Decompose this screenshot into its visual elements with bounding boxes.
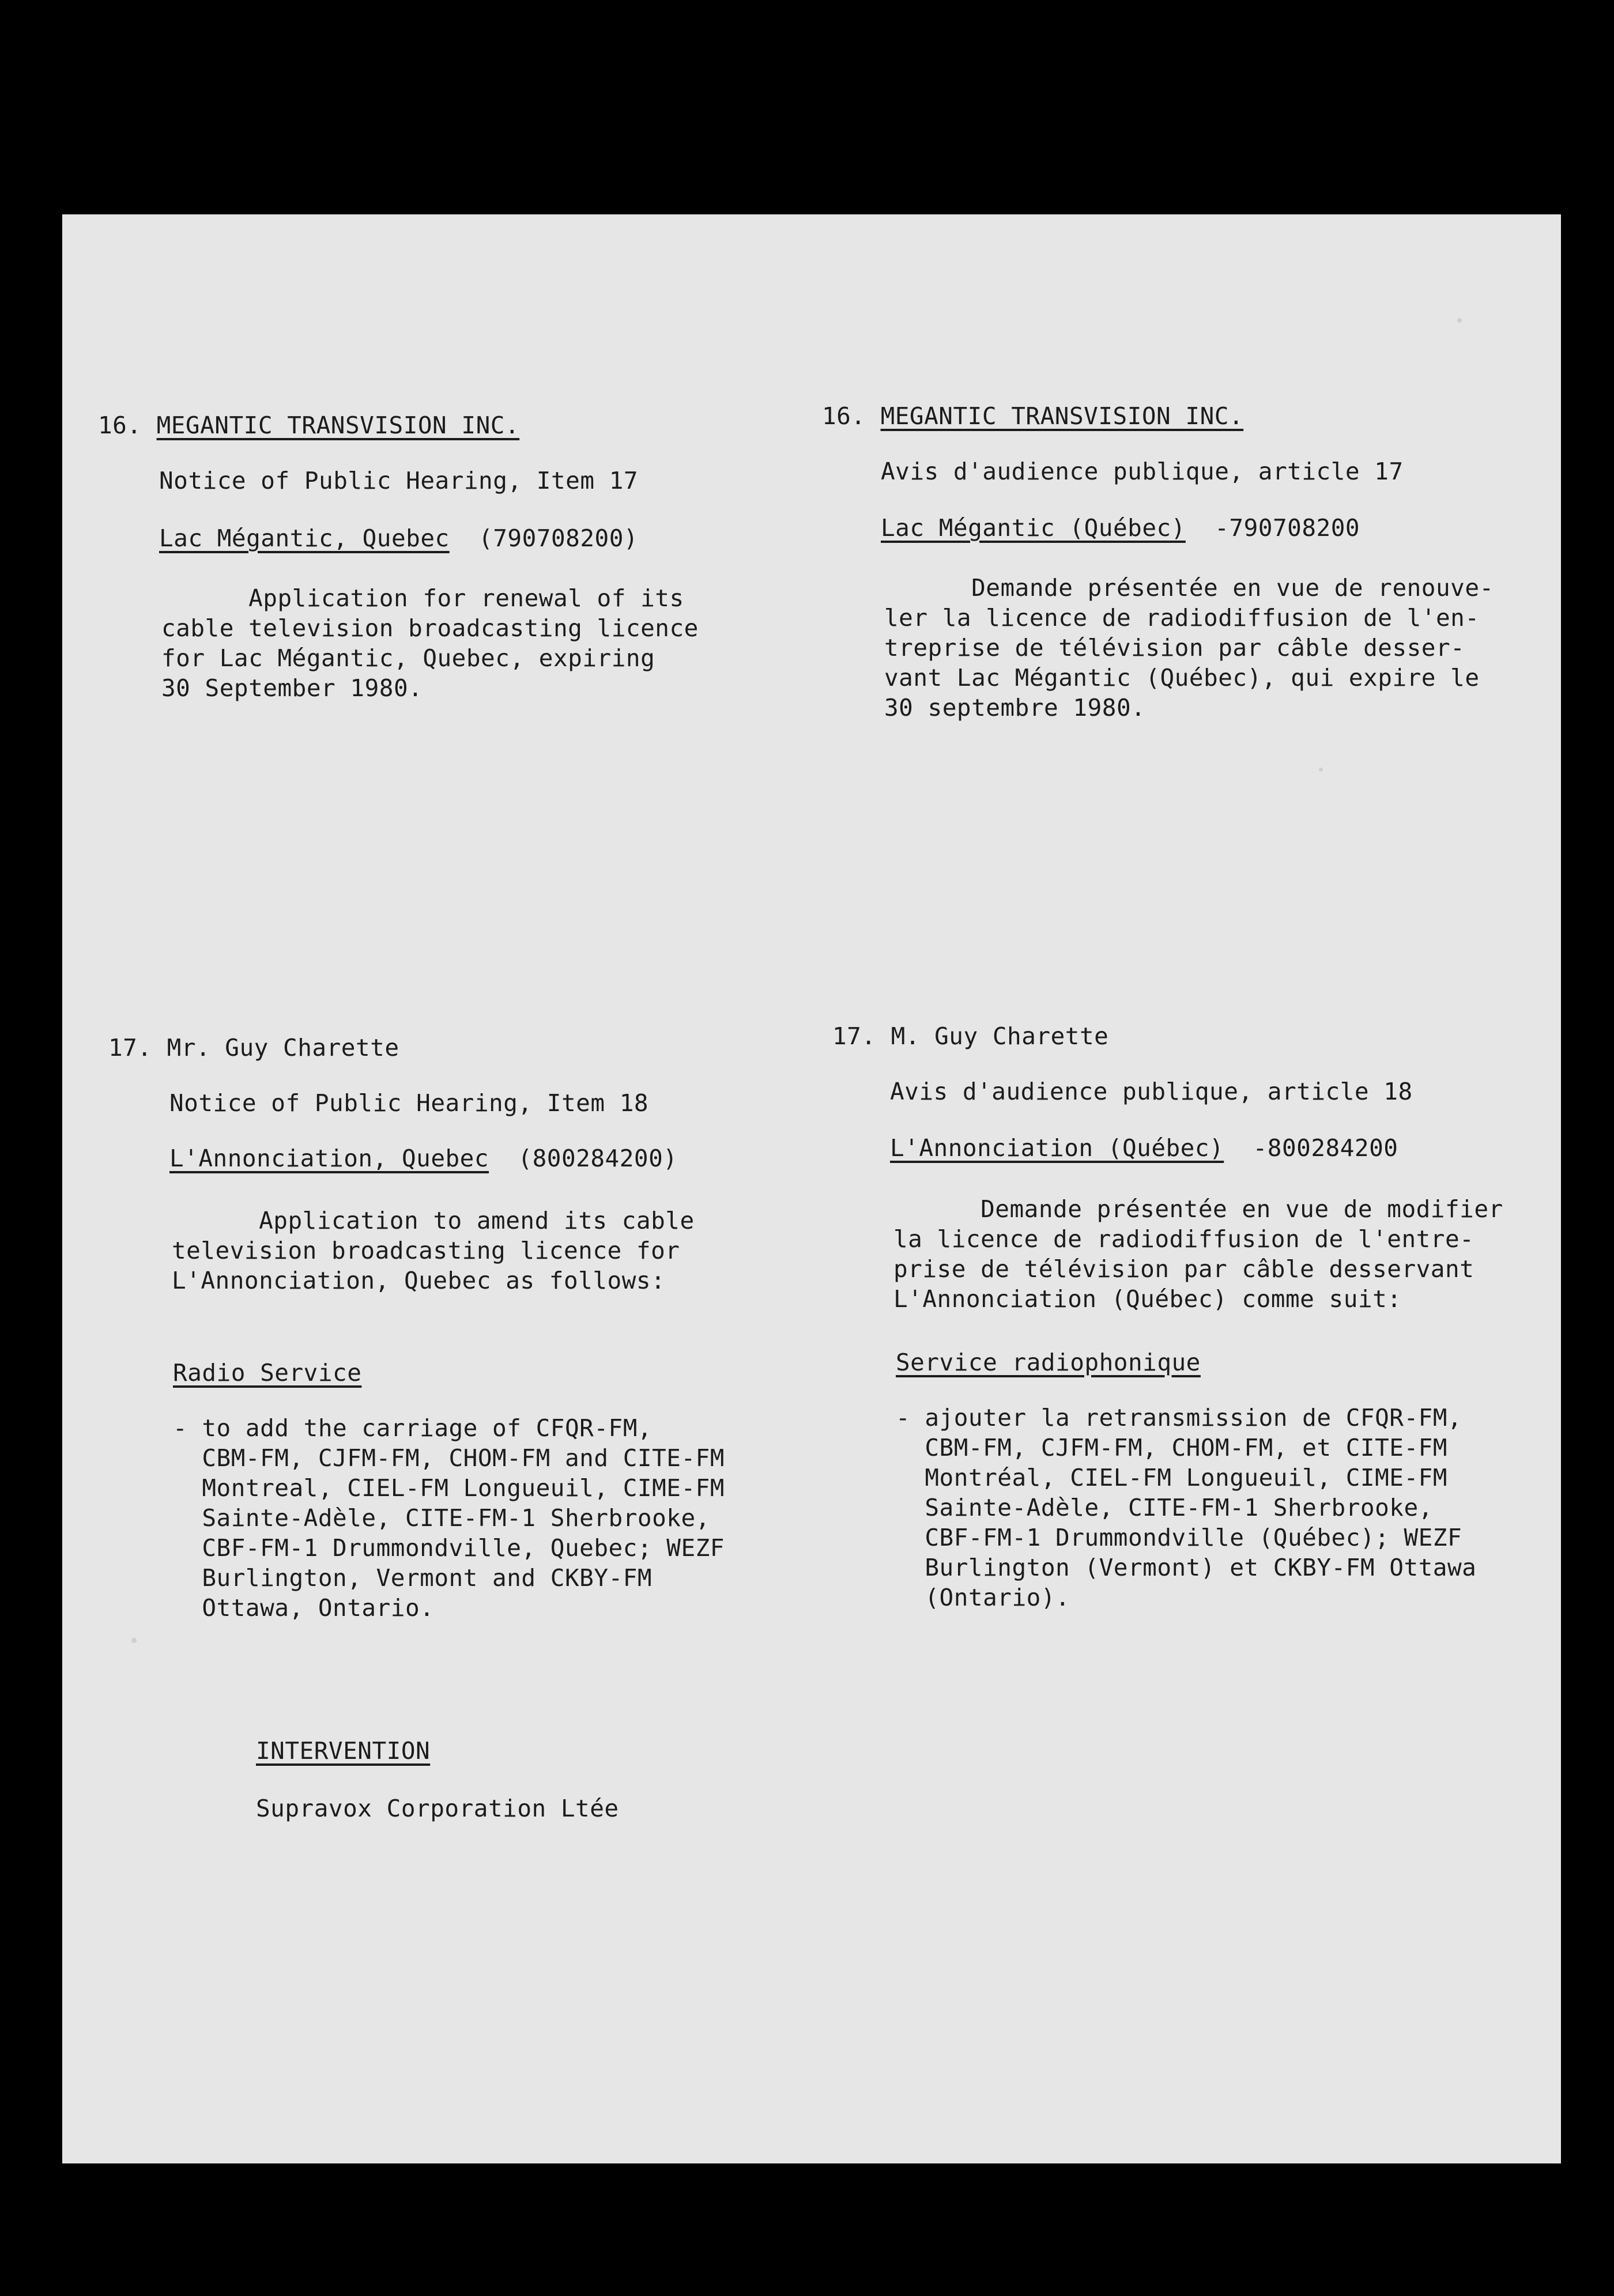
left-item16-location-line [159,523,638,553]
right-item17-number: 17. [832,1022,876,1050]
right-item17-heading [832,1021,1108,1051]
right-item17-location-line [890,1133,1398,1163]
right-item17-service-heading: Service radiophonique [896,1349,1201,1376]
left-intervention-heading: INTERVENTION [256,1737,431,1765]
left-item16-number: 16. [98,411,142,439]
left-item17-notice: Notice of Public Hearing, Item 18 [169,1089,649,1117]
left-item17-title: Mr. Guy Charette [167,1034,399,1062]
right-item16-notice: Avis d'audience publique, article 17 [881,458,1404,485]
scan-speck [1319,768,1323,772]
left-item17-service-heading: Radio Service [173,1359,362,1387]
left-item16-notice: Notice of Public Hearing, Item 17 [159,467,639,494]
right-item16-location: Lac Mégantic (Québec) [881,514,1186,542]
scan-speck [131,1638,137,1643]
right-item16-location-line [881,513,1360,543]
left-item17-number: 17. [108,1034,152,1062]
right-item16-heading [822,401,1243,431]
right-item17-service-text: - ajouter la retransmission de CFQR-FM, CBM-FM, CJFM-FM, CHOM-FM, et CITE-FM Montréal, CIEL-FM Longueuil, CIME-FM Sainte-Adèle, CITE-FM-1 Sherbrooke, CBF-FM-1 Drummondville (Québec); WEZF Burlington (Vermont) et CKBY-FM Ottawa (Ontario). [896,1404,1477,1611]
right-item17-location: L'Annonciation (Québec) [890,1134,1224,1162]
right-item17-application: Demande présentée en vue de modifier la licence de radiodiffusion de l'entre- prise de télévision par câble desservant L'Annonciation (Québec) comme suit: [893,1195,1503,1313]
right-item17-title: M. Guy Charette [891,1022,1109,1050]
right-item16-code: -790708200 [1215,514,1360,542]
left-item16-code: (790708200) [478,524,639,552]
left-item16-application: Application for renewal of its cable television broadcasting licence for Lac Mégantic, Quebec, expiring 30 September 1980. [161,584,699,702]
left-item17-application: Application to amend its cable television broadcasting licence for L'Annonciation, Quebec as follows: [172,1207,695,1294]
left-item16-title: MEGANTIC TRANSVISION INC. [156,411,520,439]
left-item17-heading [108,1033,399,1063]
right-item17-notice: Avis d'audience publique, article 18 [890,1078,1413,1105]
right-item16-title: MEGANTIC TRANSVISION INC. [880,402,1244,430]
scan-speck [1457,318,1462,323]
left-item17-location: L'Annonciation, Quebec [169,1145,489,1172]
left-item17-location-line [169,1143,677,1173]
right-item16-application: Demande présentée en vue de renouve- ler la licence de radiodiffusion de l'en- treprise de télévision par câble desser- vant Lac Mégantic (Québec), qui expire le 30 septembre 1980. [884,574,1494,722]
document-page [62,214,1561,2163]
left-item16-location: Lac Mégantic, Quebec [159,524,450,552]
left-item17-code: (800284200) [518,1145,678,1172]
left-item16-heading [98,410,519,440]
left-intervenor: Supravox Corporation Ltée [256,1795,619,1822]
right-item17-code: -800284200 [1253,1134,1398,1162]
right-item16-number: 16. [822,402,866,430]
left-item17-service-text: - to add the carriage of CFQR-FM, CBM-FM, CJFM-FM, CHOM-FM and CITE-FM Montreal, CIEL-FM Longueuil, CIME-FM Sainte-Adèle, CITE-FM-1 Sherbrooke, CBF-FM-1 Drummondville, Quebec; WEZF Burlington, Vermont and CKBY-FM Ottawa, Ontario. [173,1414,725,1622]
